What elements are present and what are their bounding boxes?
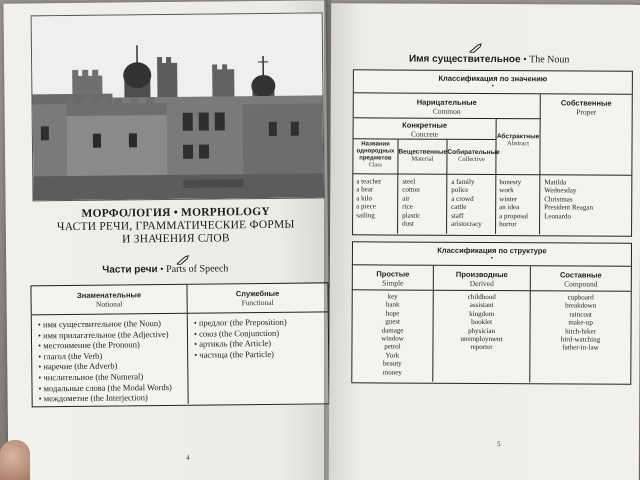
abstract-words (499, 178, 539, 229)
list-item: • артикль (the Article) (194, 338, 328, 350)
structure-title-bullet: • (490, 254, 494, 263)
material-header-en: Material (411, 155, 434, 163)
meaning-classification-table (352, 69, 633, 236)
functional-column (188, 312, 329, 403)
example-word: work (499, 186, 514, 195)
example-word: rice (402, 202, 413, 211)
parts-heading-en: Parts of Speech (166, 263, 229, 276)
collective-words-column (447, 175, 496, 234)
chapter-title-ru: МОРФОЛОГИЯ (81, 206, 171, 220)
derived-words (433, 293, 529, 352)
example-word: childhood (467, 292, 496, 302)
list-item: • числительное (the Numeral) (38, 371, 187, 383)
example-word: reporter (470, 343, 493, 352)
example-word: sailing (356, 210, 375, 220)
meaning-title-bullet: • (491, 82, 495, 91)
example-word: staff (451, 211, 464, 220)
example-word: Leonardo (544, 211, 571, 221)
compound-header (531, 266, 631, 292)
pen-nib-icon (176, 255, 188, 265)
example-word: raincoat (569, 310, 592, 319)
example-word: bird-watching (560, 335, 601, 344)
list-item: • имя существительное (the Noun) (38, 318, 187, 330)
list-item: • предлог (the Preposition) (194, 316, 328, 328)
example-word: booklet (471, 318, 493, 327)
simple-header-ru: Простые (376, 269, 410, 279)
simple-words-column (352, 290, 433, 381)
example-word: aristocracy (451, 219, 482, 229)
example-word: beauty (383, 359, 402, 368)
collective-header-en: Collective (458, 155, 485, 163)
notional-header (31, 285, 187, 316)
example-word: key (387, 292, 398, 301)
left-page (3, 0, 330, 480)
meaning-title-text: Классификация по значению (438, 73, 548, 84)
castle-illustration (32, 13, 324, 200)
example-word: an idea (499, 203, 520, 212)
chapter-subtitle-line2: И ЗНАЧЕНИЯ СЛОВ (122, 232, 230, 246)
abstract-header-ru: Абстрактные (496, 133, 540, 141)
example-word: cattle (451, 203, 467, 212)
example-word: a family (451, 177, 475, 186)
chapter-title (26, 205, 326, 247)
chapter-title-en: MORPHOLOGY (180, 205, 270, 219)
list-item: • модальные слова (the Modal Words) (38, 381, 187, 393)
abstract-header-en: Abstract (506, 140, 530, 148)
proper-header-ru: Собственные (560, 98, 612, 108)
example-word: kingdom (469, 309, 495, 318)
functional-header (187, 283, 327, 313)
example-word: police (451, 186, 469, 195)
class-words-column (353, 174, 398, 233)
reader-thumb (0, 440, 30, 480)
notional-header-ru: Знаменательные (76, 290, 142, 300)
derived-words-column (433, 291, 530, 383)
example-word: make-up (568, 318, 593, 327)
abstract-words-column (496, 175, 540, 234)
parts-of-speech-heading (102, 263, 228, 275)
pen-nib-icon (469, 43, 481, 53)
concrete-header-ru: Конкретные (402, 120, 448, 130)
structure-title (353, 242, 631, 266)
structure-classification-table (351, 241, 632, 384)
list-item: • союз (the Conjunction) (194, 327, 328, 339)
example-word: cotton (402, 185, 420, 195)
example-word: window (381, 334, 404, 343)
example-word: hope (385, 309, 400, 318)
example-word: money (382, 368, 402, 377)
functional-list (194, 316, 328, 360)
collective-header-ru: Собирательные (447, 148, 500, 157)
example-word: cupboard (567, 293, 594, 302)
example-word: Matilda (544, 178, 567, 187)
example-word: assistant (469, 301, 494, 310)
simple-words (352, 292, 432, 376)
example-word: Wednesday (544, 186, 577, 195)
noun-heading-separator: • (523, 54, 527, 66)
example-word: guest (385, 317, 401, 326)
parts-heading-separator: • (160, 264, 164, 276)
example-word: plastic (402, 211, 421, 220)
example-word: York (385, 351, 400, 360)
page-number-left: 4 (186, 453, 190, 462)
castle-photo (31, 12, 325, 201)
derived-header-en: Derived (469, 278, 494, 289)
noun-heading-ru: Имя существительное (408, 53, 521, 66)
class-header-en: Class (368, 162, 382, 169)
common-header-ru: Нарицательные (416, 97, 477, 107)
compound-words (530, 293, 630, 352)
example-word: Christmas (544, 195, 573, 204)
example-word: a kilo (356, 194, 373, 203)
list-item: • частица (the Particle) (194, 348, 328, 360)
noun-heading-en: The Noun (529, 54, 570, 66)
list-item: • глагол (the Verb) (38, 350, 187, 362)
example-word: a crowd (451, 194, 474, 203)
example-word: a bear (356, 185, 374, 194)
proper-header-en: Proper (576, 107, 597, 117)
common-header-en: Common (432, 106, 461, 116)
list-item: • междометие (the Interjection) (39, 392, 188, 404)
derived-header (434, 266, 531, 292)
functional-header-ru: Служебные (235, 288, 280, 299)
example-word: a teacher (356, 177, 382, 186)
functional-header-en: Functional (241, 297, 274, 308)
material-header (398, 140, 447, 175)
compound-words-column (530, 291, 630, 383)
example-word: petrol (384, 342, 401, 351)
common-header (354, 93, 541, 119)
structure-title-text: Классификация по структуре (437, 245, 547, 256)
concrete-header (354, 118, 497, 140)
proper-words-column (540, 175, 631, 234)
example-word: steel (402, 177, 416, 186)
notional-column (32, 314, 189, 406)
example-word: horror (499, 220, 517, 229)
list-item: • местоимение (the Pronoun) (38, 339, 187, 351)
list-item: • имя прилагательное (the Adjective) (38, 328, 187, 340)
example-word: air (402, 194, 410, 203)
example-word: breakdown (565, 301, 597, 310)
example-word: bank (385, 300, 400, 309)
proper-header (540, 94, 631, 175)
material-words-column (398, 175, 447, 234)
parts-of-speech-table (30, 282, 329, 407)
notional-list (38, 318, 188, 404)
chapter-subtitle-line1: ЧАСТИ РЕЧИ, ГРАММАТИЧЕСКИЕ ФОРМЫ (56, 218, 295, 234)
example-word: a piece (356, 202, 376, 211)
noun-heading (409, 54, 569, 66)
page-number-right: 5 (496, 440, 501, 449)
compound-header-ru: Составные (559, 270, 602, 280)
example-word: winter (499, 194, 518, 203)
material-header-ru: Вещественные (398, 148, 448, 156)
concrete-header-en: Concrete (411, 129, 439, 139)
example-word: father-in-law (562, 343, 599, 353)
example-word: a proposal (499, 211, 529, 220)
proper-words (544, 178, 631, 220)
abstract-header (496, 119, 540, 175)
derived-header-ru: Производные (455, 269, 508, 280)
example-word: physician (468, 326, 495, 335)
class-header-ru: Названия однородных предметов (356, 141, 395, 162)
example-word: unemployment (460, 334, 503, 344)
compound-header-en: Compound (564, 279, 598, 289)
simple-header-en: Simple (382, 278, 404, 288)
right-page (329, 3, 640, 480)
chapter-title-separator: • (173, 206, 178, 219)
example-word: honesty (499, 178, 522, 187)
simple-header (353, 265, 434, 290)
example-word: damage (381, 326, 404, 335)
class-words (356, 177, 397, 219)
parts-heading-ru: Части речи (102, 264, 158, 276)
example-word: President Reagan (544, 203, 594, 212)
class-header (353, 139, 398, 174)
notional-header-en: Notional (95, 299, 123, 309)
collective-words (451, 178, 495, 229)
example-word: dust (402, 219, 414, 228)
collective-header (447, 140, 500, 175)
list-item: • наречие (the Adverb) (38, 360, 187, 372)
example-word: hitch-hiker (565, 327, 596, 336)
material-words (402, 178, 446, 229)
meaning-title (354, 70, 632, 94)
